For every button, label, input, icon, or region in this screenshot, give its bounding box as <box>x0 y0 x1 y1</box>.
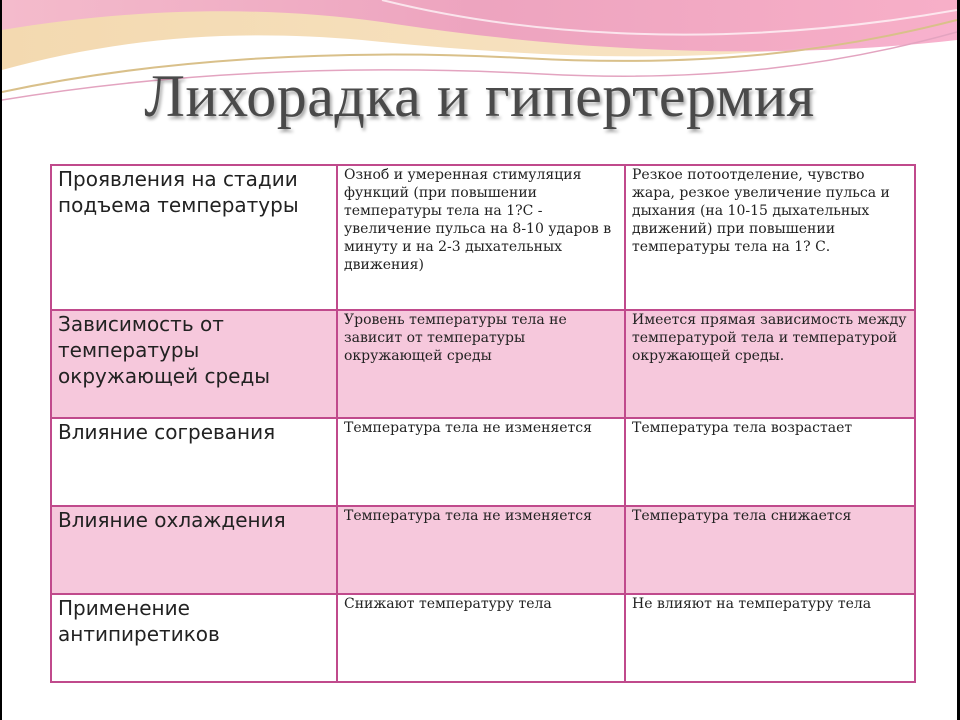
fever-cell: Уровень температуры тела не зависит от температуры окружающей среды <box>337 310 625 418</box>
row-label: Влияние охлаждения <box>51 506 337 594</box>
fever-cell: Озноб и умеренная стимуляция функций (при повышении температуры тела на 1?С - увеличение пульса на 8-10 ударов в минуту и на 2-3 дыхательных движения) <box>337 165 625 310</box>
row-label: Применение антипиретиков <box>51 594 337 682</box>
table-row <box>51 506 915 594</box>
hyperthermia-cell: Температура тела снижается <box>625 506 915 594</box>
comparison-table <box>50 164 916 683</box>
hyperthermia-cell: Имеется прямая зависимость между температурой тела и температурой окружающей среды. <box>625 310 915 418</box>
fever-cell: Температура тела не изменяется <box>337 418 625 506</box>
fever-cell: Температура тела не изменяется <box>337 506 625 594</box>
hyperthermia-cell: Не влияют на температуру тела <box>625 594 915 682</box>
row-label: Зависимость от температуры окружающей среды <box>51 310 337 418</box>
table-row <box>51 418 915 506</box>
slide-title: Лихорадка и гипертермия <box>144 63 815 129</box>
slide <box>2 0 957 720</box>
table-row <box>51 165 915 310</box>
table-row <box>51 310 915 418</box>
fever-cell: Снижают температуру тела <box>337 594 625 682</box>
row-label: Проявления на стадии подъема температуры <box>51 165 337 310</box>
table-row <box>51 594 915 682</box>
row-label: Влияние согревания <box>51 418 337 506</box>
hyperthermia-cell: Температура тела возрастает <box>625 418 915 506</box>
hyperthermia-cell: Резкое потоотделение, чувство жара, резкое увеличение пульса и дыхания (на 10-15 дыхательных движений) при повышении температуры тела на 1? С. <box>625 165 915 310</box>
